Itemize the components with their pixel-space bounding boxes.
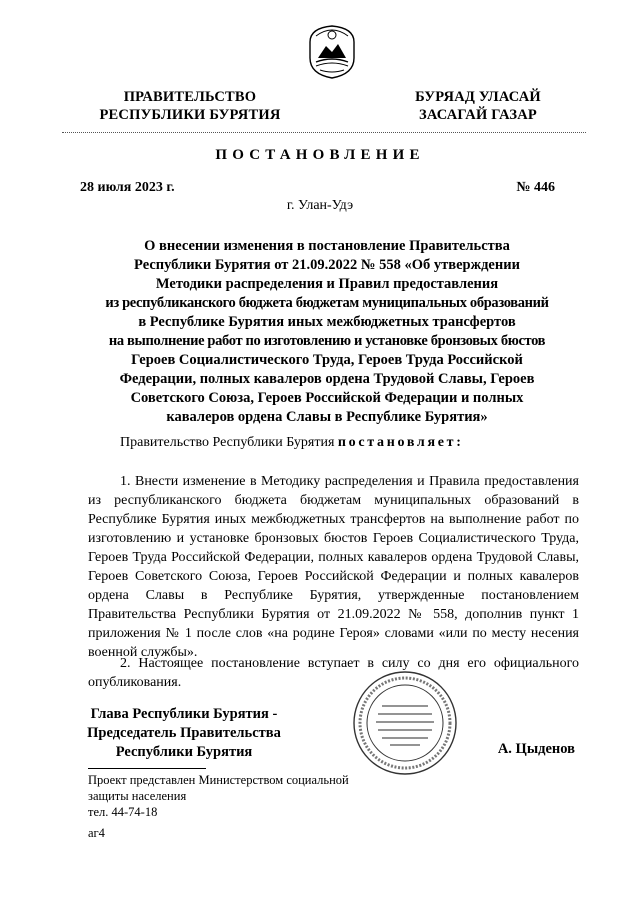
- gov-left-line2: РЕСПУБЛИКИ БУРЯТИЯ: [99, 107, 281, 123]
- paragraph-1: 1. Внести изменение в Методику распределения и Правила предоставления из республиканского бюджета бюджетам муниципальных образований в Республике Бурятия иных межбюджетных трансфертов на выполнение работ по изготовлению и установке бронзовых бюстов Героев Социалистического Труда, Героев Труда Российской Федерации, полных кавалеров ордена Трудовой Славы, Героев Советского Союза, Героев Российской Федерации и полных кавалеров ордена Славы в Республике Бурятия, утвержденные постановлением Правительства Республики Бурятия от 21.09.2022 № 558, дополнив пункт 1 приложения № 1 после слов «на родине Героя» словами «или по месту несения военной службы».: [88, 474, 579, 660]
- title-line: Методики распределения и Правил предоставления: [155, 276, 499, 292]
- signatory-line2: Председатель Правительства: [87, 725, 281, 741]
- document-number: № 446: [516, 180, 555, 195]
- title-line: Федерации, полных кавалеров ордена Трудовой Славы, Героев: [119, 371, 535, 387]
- preamble-resolves: постановляет:: [337, 435, 464, 450]
- paragraph-2: 2. Настоящее постановление вступает в силу со дня его официального опубликования.: [88, 656, 579, 690]
- official-stamp: [352, 670, 458, 776]
- coat-of-arms-emblem: [306, 22, 358, 80]
- footnote-divider: [88, 768, 206, 769]
- header-divider: [62, 132, 586, 133]
- signatory-line1: Глава Республики Бурятия -: [90, 706, 278, 722]
- document-date: 28 июля 2023 г.: [80, 180, 175, 195]
- project-note-line1: Проект представлен Министерством социальной: [88, 773, 349, 787]
- document-title: [70, 237, 584, 427]
- gov-right-line1: БУРЯАД УЛАСАЙ: [415, 89, 541, 105]
- gov-right-line2: ЗАСАГАЙ ГАЗАР: [419, 107, 537, 123]
- project-note-phone: тел. 44-74-18: [88, 805, 158, 819]
- title-line: из республиканского бюджета бюджетам муниципальных образований: [105, 295, 549, 311]
- signatory-name: А. Цыденов: [497, 741, 575, 757]
- title-line: О внесении изменения в постановление Правительства: [144, 238, 510, 254]
- executor-code: аг4: [88, 826, 105, 840]
- title-line: Республики Бурятия от 21.09.2022 № 558 «Об утверждении: [134, 257, 520, 273]
- project-note-line2: защиты населения: [88, 789, 187, 803]
- document-type: ПОСТАНОВЛЕНИЕ: [215, 147, 425, 163]
- preamble-text: Правительство Республики Бурятия: [120, 435, 338, 450]
- title-line: кавалеров ордена Славы в Республике Бурятия»: [166, 409, 488, 425]
- government-name-buryat: [392, 88, 564, 124]
- title-line: Героев Социалистического Труда, Героев Труда Российской: [131, 352, 523, 368]
- title-line: на выполнение работ по изготовлению и установке бронзовых бюстов: [108, 333, 546, 349]
- government-name-russian: [80, 88, 300, 124]
- project-note: [88, 772, 388, 820]
- document-city: г. Улан-Удэ: [286, 198, 354, 213]
- signatory-line3: Республики Бурятия: [115, 744, 253, 760]
- title-line: в Республике Бурятия иных межбюджетных трансфертов: [138, 314, 516, 330]
- title-line: Советского Союза, Героев Российской Федерации и полных: [130, 390, 524, 406]
- gov-left-line1: ПРАВИТЕЛЬСТВО: [123, 89, 257, 105]
- preamble: [120, 435, 464, 451]
- signatory-title: [80, 705, 288, 762]
